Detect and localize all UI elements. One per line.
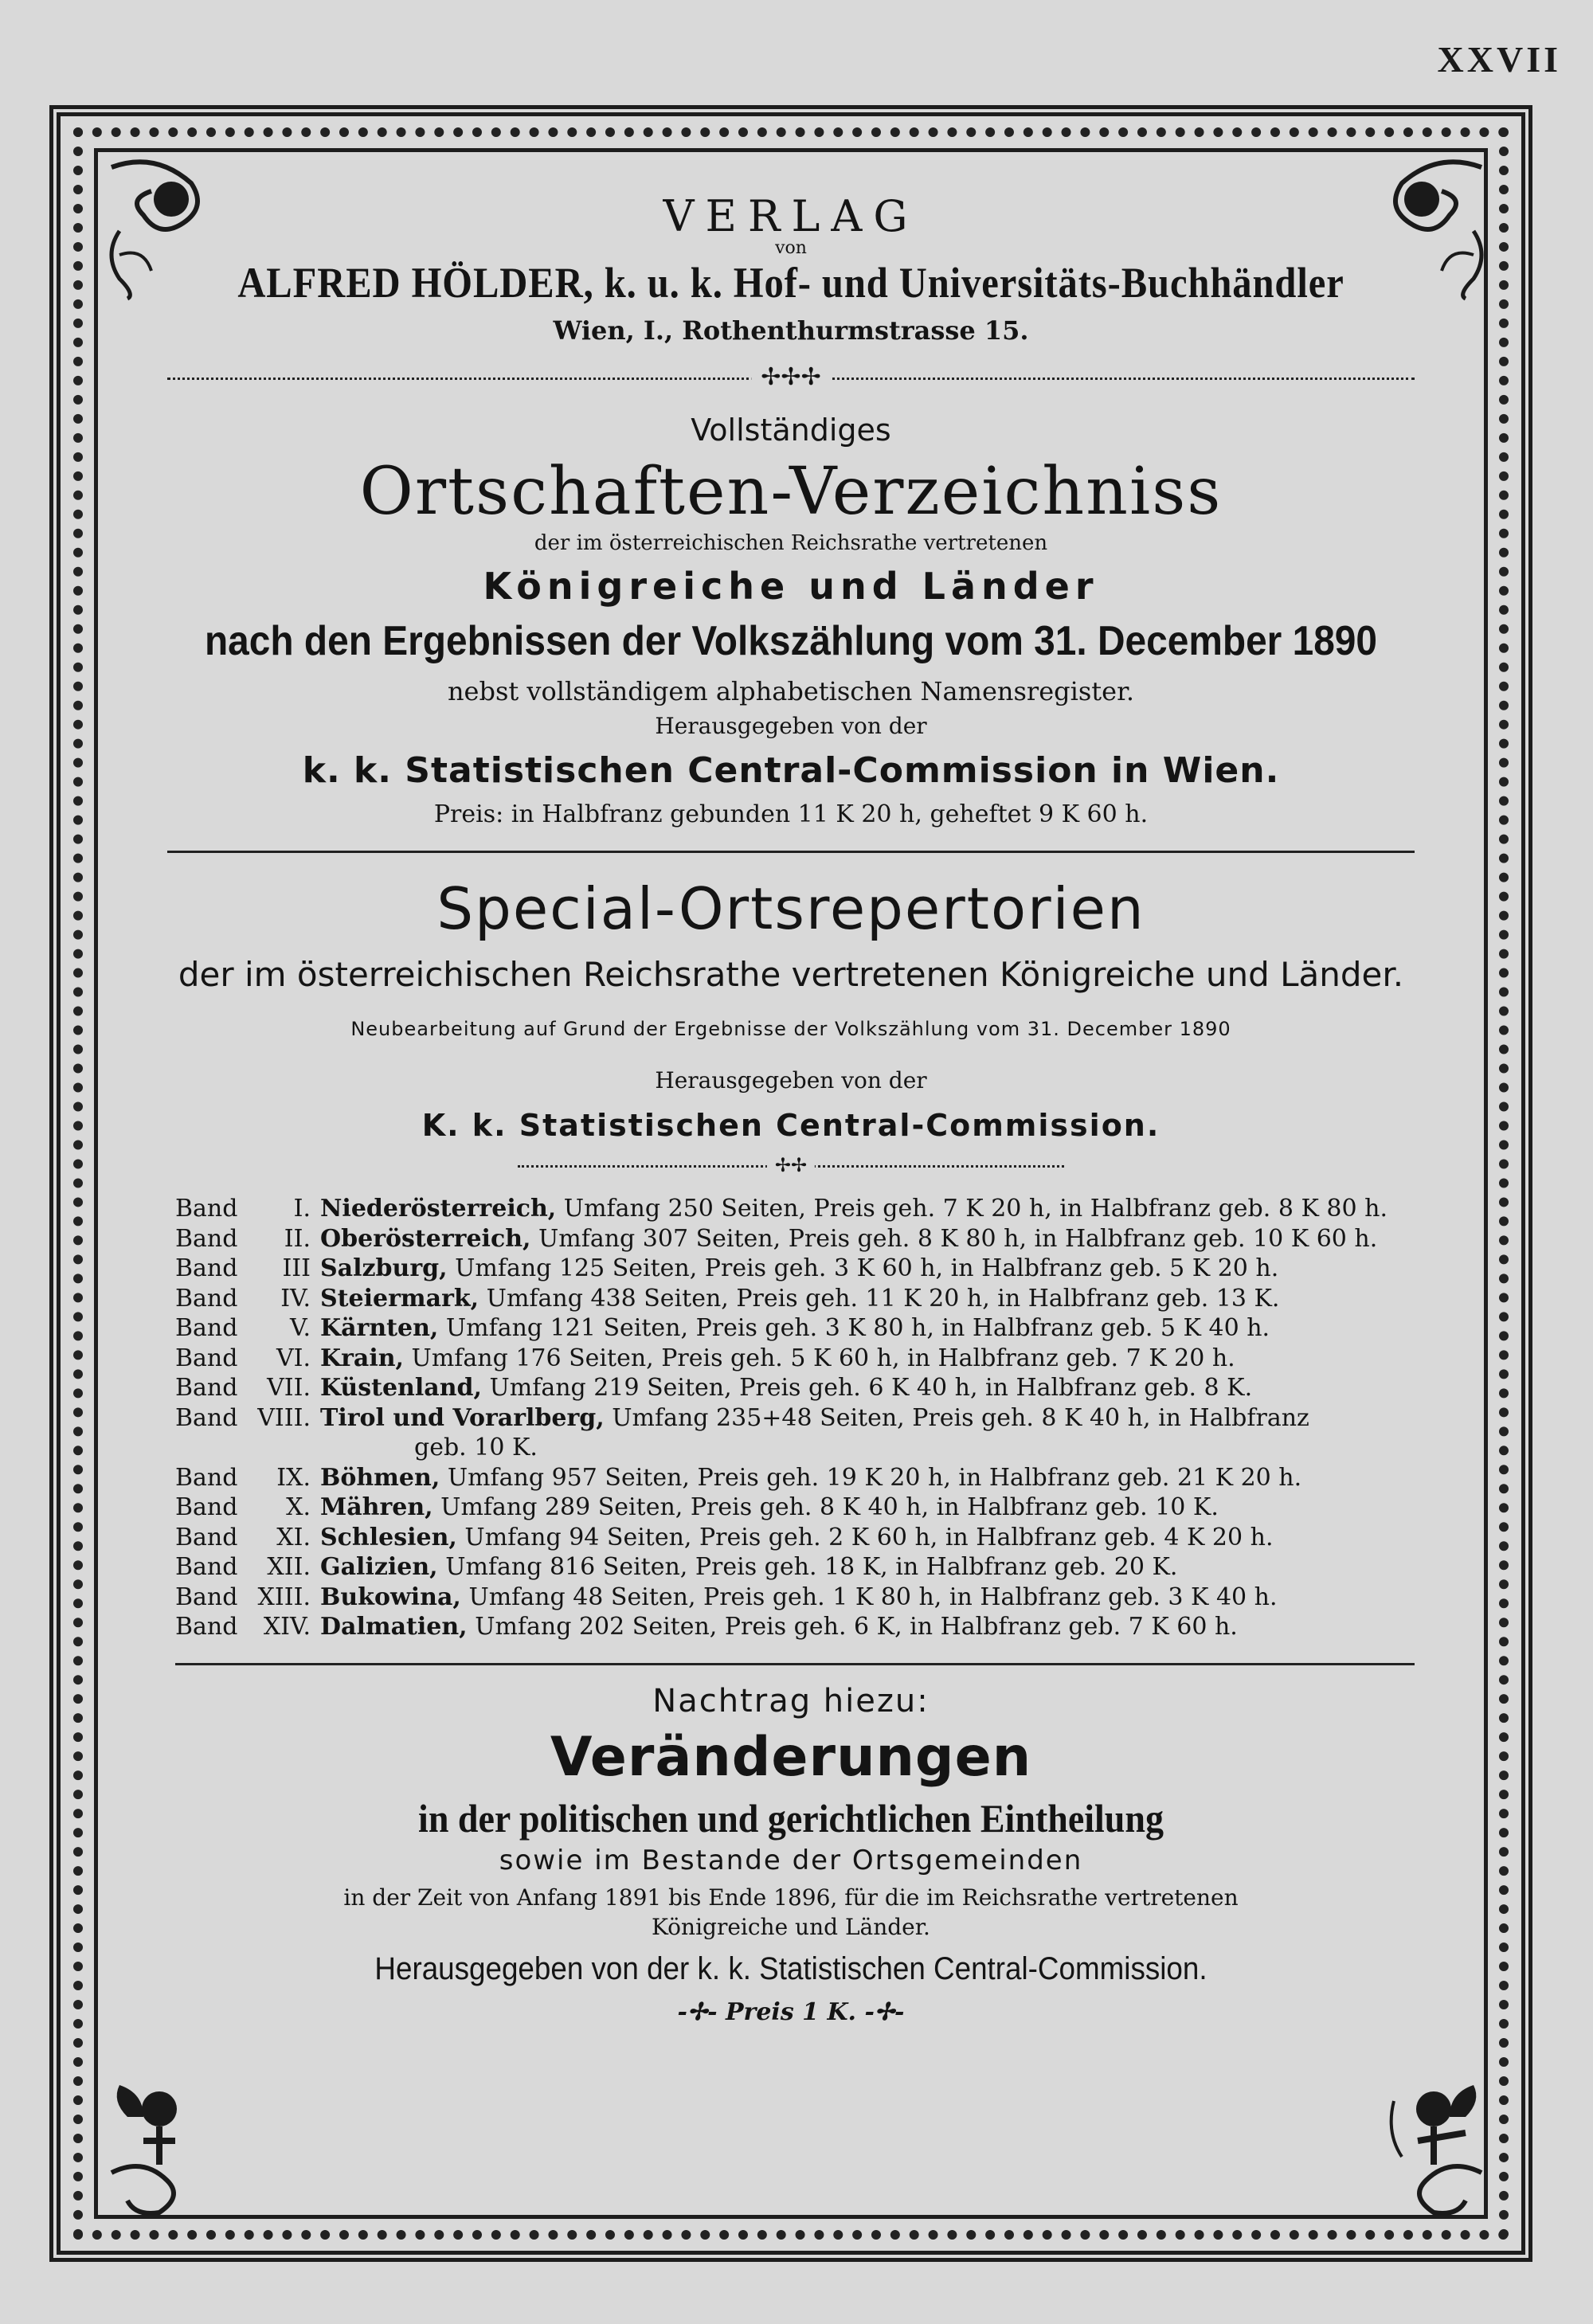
section3-price: -✢- Preis 1 K. -✢- — [677, 1997, 905, 2026]
band-row: Band II. Oberösterreich, Umfang 307 Seiten, Preis geh. 8 K 80 h, in Halbfranz geb. 10 K 60 h. — [175, 1224, 1378, 1253]
section1-editor: k. k. Statistischen Central-Commission in Wien. — [302, 750, 1280, 791]
band-row: Band XI. Schlesien, Umfang 94 Seiten, Preis geh. 2 K 60 h, in Halbfranz geb. 4 K 20 h. — [175, 1523, 1274, 1551]
band-row-continuation: geb. 10 K. — [414, 1434, 538, 1461]
band-row: Band X. Mähren, Umfang 289 Seiten, Preis geh. 8 K 40 h, in Halbfranz geb. 10 K. — [175, 1493, 1219, 1521]
section2-editor: K. k. Statistischen Central-Commission. — [421, 1108, 1161, 1143]
section1-title: Ortschaften-Verzeichniss — [359, 454, 1223, 530]
ornamental-separator — [167, 363, 1415, 395]
section2-editor-intro: Herausgegeben von der — [655, 1067, 927, 1094]
section3-subtitle: in der politischen und gerichtlichen Eintheilung — [418, 1795, 1164, 1841]
band-row: Band III Salzburg, Umfang 125 Seiten, Preis geh. 3 K 60 h, in Halbfranz geb. 5 K 20 h. — [175, 1254, 1279, 1282]
band-row: Band IX. Böhmen, Umfang 957 Seiten, Preis geh. 19 K 20 h, in Halbfranz geb. 21 K 20 h. — [175, 1463, 1302, 1492]
separator-ornament-icon: ✢✢ — [767, 1154, 815, 1176]
section2-title: Special-Ortsrepertorien — [436, 875, 1145, 942]
small-separator — [518, 1154, 1064, 1178]
publisher-address: Wien, I., Rothenthurmstrasse 15. — [553, 315, 1029, 346]
section1-price: Preis: in Halbfranz gebunden 11 K 20 h, geheftet 9 K 60 h. — [433, 800, 1149, 828]
section1-census: nach den Ergebnissen der Volkszählung vom 31. December 1890 — [204, 618, 1378, 664]
von-text: von — [775, 238, 807, 258]
band-row: Band XIV. Dalmatien, Umfang 202 Seiten, Preis geh. 6 K, in Halbfranz geb. 7 K 60 h. — [175, 1613, 1238, 1641]
band-row: Band XIII. Bukowina, Umfang 48 Seiten, Preis geh. 1 K 80 h, in Halbfranz geb. 3 K 40 h. — [175, 1583, 1278, 1611]
section3-title: Veränderungen — [550, 1725, 1032, 1789]
section3-period: in der Zeit von Anfang 1891 bis Ende 1896, für die im Reichsrathe vertretenen — [343, 1884, 1239, 1911]
publisher-name: ALFRED HÖLDER, k. u. k. Hof- und Universitäts-Buchhändler — [237, 259, 1344, 307]
section3-line2: sowie im Bestande der Ortsgemeinden — [499, 1844, 1083, 1876]
band-row: Band I. Niederösterreich, Umfang 250 Seiten, Preis geh. 7 K 20 h, in Halbfranz geb. 8 K 80 h. — [175, 1195, 1388, 1223]
band-row: Band XII. Galizien, Umfang 816 Seiten, Preis geh. 18 K, in Halbfranz geb. 20 K. — [175, 1553, 1178, 1581]
section3-prefix: Nachtrag hiezu: — [652, 1682, 930, 1720]
section1-editor-intro: Herausgegeben von der — [655, 713, 927, 739]
section2-revision: Neubearbeitung auf Grund der Ergebnisse der Volkszählung vom 31. December 1890 — [350, 1018, 1231, 1040]
band-row: Band VII. Küstenland, Umfang 219 Seiten, Preis geh. 6 K 40 h, in Halbfranz geb. 8 K. — [175, 1374, 1253, 1402]
band-row: Band IV. Steiermark, Umfang 438 Seiten, Preis geh. 11 K 20 h, in Halbfranz geb. 13 K. — [175, 1284, 1280, 1313]
separator-ornament-icon: ✢✢✢ — [751, 363, 830, 391]
section1-prefix: Vollständiges — [691, 413, 891, 448]
section1-subtitle: der im österreichischen Reichsrathe vertretenen — [534, 531, 1048, 555]
section2-subtitle: der im österreichischen Reichsrathe vertretenen Königreiche und Länder. — [178, 955, 1404, 994]
band-row: Band VI. Krain, Umfang 176 Seiten, Preis geh. 5 K 60 h, in Halbfranz geb. 7 K 20 h. — [175, 1344, 1235, 1372]
page-number: XXVII — [1437, 39, 1561, 80]
advertisement-content — [119, 175, 1462, 2198]
band-list — [175, 1194, 1462, 1642]
verlag-heading: VERLAG — [663, 191, 919, 241]
band-row: Band V. Kärnten, Umfang 121 Seiten, Preis geh. 3 K 80 h, in Halbfranz geb. 5 K 40 h. — [175, 1314, 1270, 1342]
divider — [167, 851, 1415, 853]
section3-editor: Herausgegeben von der k. k. Statistischen Central-Commission. — [374, 1950, 1207, 1986]
section1-register: nebst vollständigem alphabetischen Namensregister. — [447, 676, 1135, 706]
divider — [175, 1663, 1415, 1665]
section1-kingdoms: Königreiche und Länder — [483, 565, 1099, 608]
section3-kingdoms: Königreiche und Länder. — [652, 1913, 930, 1940]
band-row: Band VIII. Tirol und Vorarlberg, Umfang 235+48 Seiten, Preis geh. 8 K 40 h, in Halbfranz — [175, 1403, 1309, 1432]
